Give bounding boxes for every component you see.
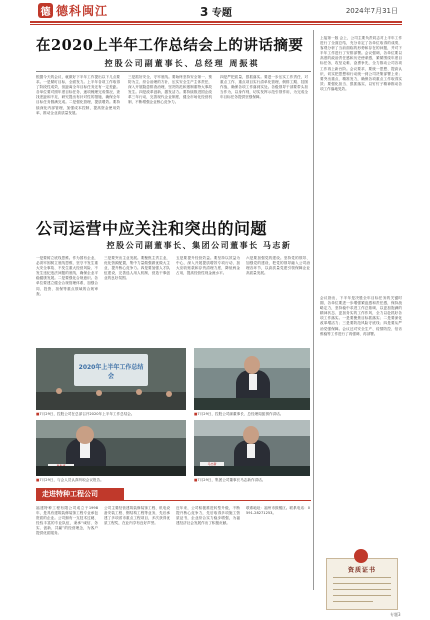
article2-column-2: 三是要突出主业发展。要聚焦主责主业，优化资源配置，集中力量做强做优做大主业，提升核心竞争力。四是要加强人才队伍建设，完善选人用人机制，营造干事创业的良好氛围。 xyxy=(104,256,170,281)
meeting-banner: 2020年上半年工作总结会 xyxy=(78,364,144,380)
article1-column-1: 根据今天的会议，就做好下半年工作提出以下几点要求。一是紧盯目标，全面发力。上半年各项工作取得了阶段性成效，但距离全年目标任务还有一定差距。各单位要对照年度目标任务，逐项梳理完成情况，查找差距和不足，研究提出有针对性的措施，确保全年目标任务圆满完成。二是强化管理，提质增效。要持续深化内部管理，加强成本控制，提高资金使用效率，推动企业高质量发展。 xyxy=(36,75,120,115)
article2-title: 公司运营中应关注和突出的问题 xyxy=(36,219,268,238)
speaker-photo-3 xyxy=(194,420,310,476)
article1-column-2: 三是抓好安全，守牢底线。要始终坚持安全第一、预防为主、综合治理的方针，压实安全生产主体责任，深入开展隐患排查治理，坚决防范和遏制重特大事故发生。四是改革创新，激发活力。要持续推进国企改革三年行动，完善现代企业制度，健全市场化经营机制，不断增强企业核心竞争力。 xyxy=(128,75,212,105)
section2-column-2: 公司主要经营建筑装修装饰工程、机电设备安装工程、钢结构工程等业务，先后承建了多项省市重点工程项目，多次获得优质工程奖，在业内享有良好声誉。 xyxy=(104,506,170,526)
seal-icon xyxy=(354,549,368,563)
page-indicator xyxy=(200,4,232,19)
section2-column-4: 联系地址：福州市鼓楼区。联系电话：0591-28271253。 xyxy=(246,506,310,516)
article1-column-3: 四是严把质量，狠抓落实。要进一步压实工作责任，对重点工作、重点项目实行清单化管理，倒排工期、挂图作战，确保各项工作落到实处。各级领导干部要带头担当作为，以身作则，切实发挥示范引领作用，为完成全年目标任务提供坚强保障。 xyxy=(220,75,308,100)
article1-title: 在2020上半年工作总结会上的讲话摘要 xyxy=(36,37,304,54)
article2-byline: 控股公司副董事长、集团公司董事长 马志新 xyxy=(106,240,292,250)
article2-column-4: 六是要加强党的建设。坚持党的领导、加强党的建设，把党的领导融入公司治理各环节，以高质量党建引领保障企业高质量发展。 xyxy=(246,256,310,276)
section-banner-rule xyxy=(36,500,311,501)
speaker-photo-1 xyxy=(194,348,310,410)
section-banner: 走进特种工程公司 xyxy=(36,488,124,500)
photo-caption-4: ■7月29日，集团公司董事长马志新作讲话。 xyxy=(194,478,266,482)
sidebar-column-a: 上接第一版 会上，公司主要负责同志对上半年工作进行了全面总结，充分肯定了各单位取得的成绩，客观分析了当前面临的形势和存在的问题，并对下半年工作进行了安排部署。会议强调，各单位要以高度的政治责任感和历史使命感，紧紧围绕年度目标任务，攻坚克难、奋勇争先，全力推动公司各项工作再上新台阶。会议要求，要统一思想、提高认识，切实把思想和行动统一到公司决策部署上来；要突出重点、精准发力，确保各项重点工作取得实效；要强化担当、狠抓落实，以钉钉子精神推动各项工作落地见效。 xyxy=(320,36,402,91)
article2-column-1: 一是要树立底线思维。作为国有企业，必须牢固树立底线思维，坚守不发生重大安全事故、不发生重大经营风险、不发生违纪违法问题的底线，确保企业平稳健康发展。二是要强化合规意识。各单位要建立健全合规管理体系，加强合同、投资、担保等重点领域的合规审查。 xyxy=(36,256,98,296)
sidebar-column-b: 会议指出，下半年是决胜全年目标任务的关键时期，各单位要进一步增强紧迫感和责任感，保持战略定力，坚持稳中求进工作总基调，以更加饱满的精神状态、更加务实的工作作风，全力以赴抓好各项工作落实。一是要聚焦目标抓落实；二是要深化改革增活力；三是要防范风险守底线；四是要从严治党强保障。会议还对安全生产、疫情防控、信访维稳等工作进行了再强调、再部署。 xyxy=(320,296,402,336)
newspaper-logo xyxy=(38,2,108,18)
photo-caption-3: ■7月29日，与会人员认真听取会议报告。 xyxy=(36,478,104,482)
meeting-photo xyxy=(36,348,186,410)
section2-column-1: 福建特种工程有限公司成立于1998年，是具有建筑装修装饰工程专业承包资质的企业。公司拥有一支技术过硬、经验丰富的专业队伍，秉承“诚信、务实、创新、共赢”的经营理念，为客户提供优质服务。 xyxy=(36,506,98,536)
article1-rule xyxy=(36,71,311,72)
article1-byline: 控股公司副董事长、总经理 周振祺 xyxy=(104,58,260,68)
license-certificate-image xyxy=(326,558,398,610)
logo-icon: 德 xyxy=(38,3,53,18)
masthead xyxy=(0,0,430,22)
page-footer: 专题3 xyxy=(390,612,401,617)
photo-caption-1: ■7月29日，控股公司在总部召开2020年上半年工作总结会。 xyxy=(36,412,135,416)
speaker-photo-2 xyxy=(36,420,186,476)
page-section: 专题 xyxy=(211,8,232,19)
masthead-rule xyxy=(30,21,402,23)
photo-caption-2: ■7月29日，控股公司副董事长、总经理周振祺作讲话。 xyxy=(194,412,284,416)
article2-column-3: 五是要提升经营效益。要坚持以效益为中心，深入开展提质增效专项行动，加大应收账款和存货清理力度，降低两金占用，提高经营性现金流水平。 xyxy=(176,256,240,276)
publication-date: 2024年7月31日 xyxy=(345,7,398,15)
section2-column-3: 近年来，公司积极推进转型升级，不断提升核心竞争力，先后取得多项施工资质证书，企业综合实力稳步增强，为福建经济社会发展作出了积极贡献。 xyxy=(176,506,240,526)
nameplate-2: 马志新 xyxy=(200,462,224,467)
license-title: 资质证书 xyxy=(347,567,376,574)
page-number: 3 xyxy=(200,5,209,19)
masthead-rule-thin xyxy=(30,24,402,25)
logo-text: 德科闽江 xyxy=(56,3,109,18)
column-divider xyxy=(313,30,314,590)
